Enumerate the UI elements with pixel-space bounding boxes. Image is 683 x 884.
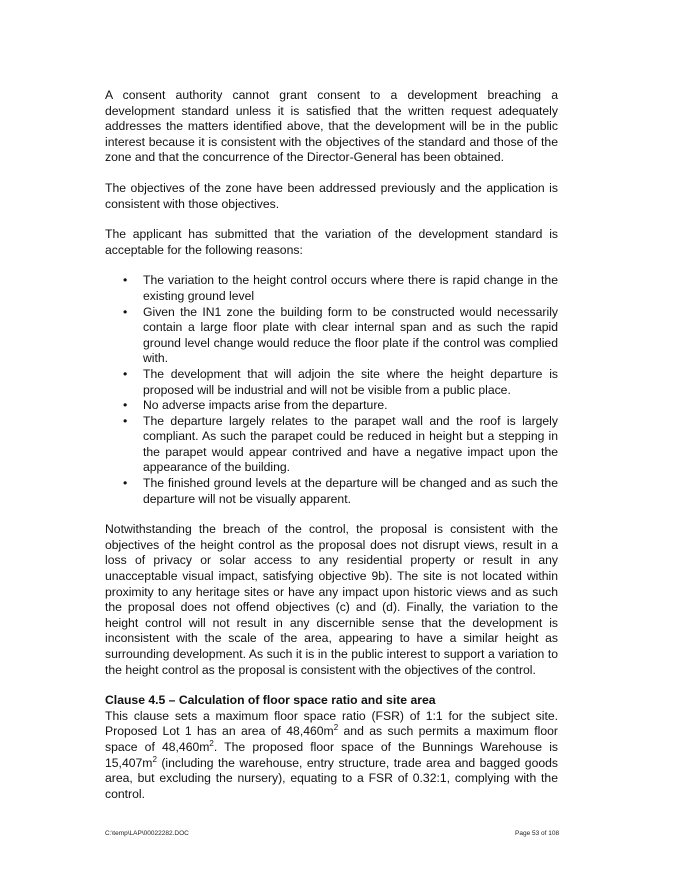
superscript-squared: 2	[209, 738, 214, 748]
paragraph-zone-objectives: The objectives of the zone have been addressed previously and the application is consistent with those objectives.	[105, 180, 558, 211]
paragraph-applicant-reasons: The applicant has submitted that the variation of the development standard is acceptable for the following reasons:	[105, 227, 558, 257]
footer-page-number: Page 53 of 108	[515, 830, 560, 837]
bullet-icon: •	[123, 398, 128, 413]
list-item	[105, 367, 558, 398]
fsr-text-3: . The proposed floor space of the Bunnings Warehouse is 15,407m	[105, 739, 559, 770]
paragraph-fsr	[105, 709, 558, 803]
list-item	[105, 305, 558, 367]
list-item	[105, 476, 558, 507]
paragraph-consent-authority: A consent authority cannot grant consent to a development breaching a development standard unless it is satisfied that the written request adequately addresses the matters identified above, that the development will be in the public interest because it is consistent with the objectives of the standard and those of the zone and that the concurrence of the Director-General has been obtained.	[105, 88, 558, 165]
list-item	[105, 414, 558, 476]
paragraph-height-control-consistency: Notwithstanding the breach of the control, the proposal is consistent with the objectives of the height control as the proposal does not disrupt views, result in a loss of privacy or solar access to any residential property or result in any unacceptable visual impact, satisfying objective 9b). The site is not located within proximity to any heritage sites or have any impact upon historic views and as such the proposal does not offend objectives (c) and (d). Finally, the variation to the height control will not result in any discernible sense that the development is inconsistent with the scale of the area, appearing to have a similar height as surrounding development. As such it is in the public interest to support a variation to the height control as the proposal is consistent with the objectives of the control.	[105, 522, 558, 677]
list-item	[105, 273, 558, 304]
fsr-text-2: and as such permits a maximum floor space of 48,460m	[105, 724, 558, 754]
bullet-icon: •	[123, 273, 128, 288]
superscript-squared: 2	[152, 754, 157, 764]
fsr-text-4: (including the warehouse, entry structure, trade area and bagged goods area, but excluding the nursery), equating to a FSR of 0.32:1, complying with the control.	[105, 755, 558, 801]
list-item-text: The departure largely relates to the parapet wall and the roof is largely compliant. As such the parapet could be reduced in height but a stepping in the parapet would appear contrived and have a negative impact upon the appearance of the building.	[143, 413, 558, 475]
bullet-icon: •	[123, 413, 128, 428]
list-item-text: Given the IN1 zone the building form to be constructed would necessarily contain a large floor plate with clear internal span and as such the rapid ground level change would reduce the floor plate if the control was complied with.	[143, 304, 558, 366]
bullet-icon: •	[123, 476, 128, 491]
fsr-text-1: This clause sets a maximum floor space ratio (FSR) of 1:1 for the subject site. Proposed Lot 1 has an area of 48,460m	[105, 708, 558, 739]
list-item-text: The variation to the height control occurs where there is rapid change in the existing ground level	[143, 273, 558, 303]
footer-file-path: C:\temp\LAP\00022282.DOC	[105, 830, 189, 837]
list-item-text: The finished ground levels at the departure will be changed and as such the departure will not be visually apparent.	[143, 476, 558, 506]
clause-heading: Clause 4.5 – Calculation of floor space ratio and site area	[105, 693, 436, 708]
bullet-icon: •	[123, 366, 128, 381]
bullet-icon: •	[123, 304, 128, 319]
list-item-text: No adverse impacts arise from the departure.	[143, 398, 388, 413]
reasons-list	[105, 273, 558, 507]
list-item	[105, 398, 558, 414]
superscript-squared: 2	[333, 723, 339, 733]
list-item-text: The development that will adjoin the site where the height departure is proposed will be industrial and will not be visible from a public place.	[143, 366, 558, 397]
document-body	[105, 88, 558, 802]
